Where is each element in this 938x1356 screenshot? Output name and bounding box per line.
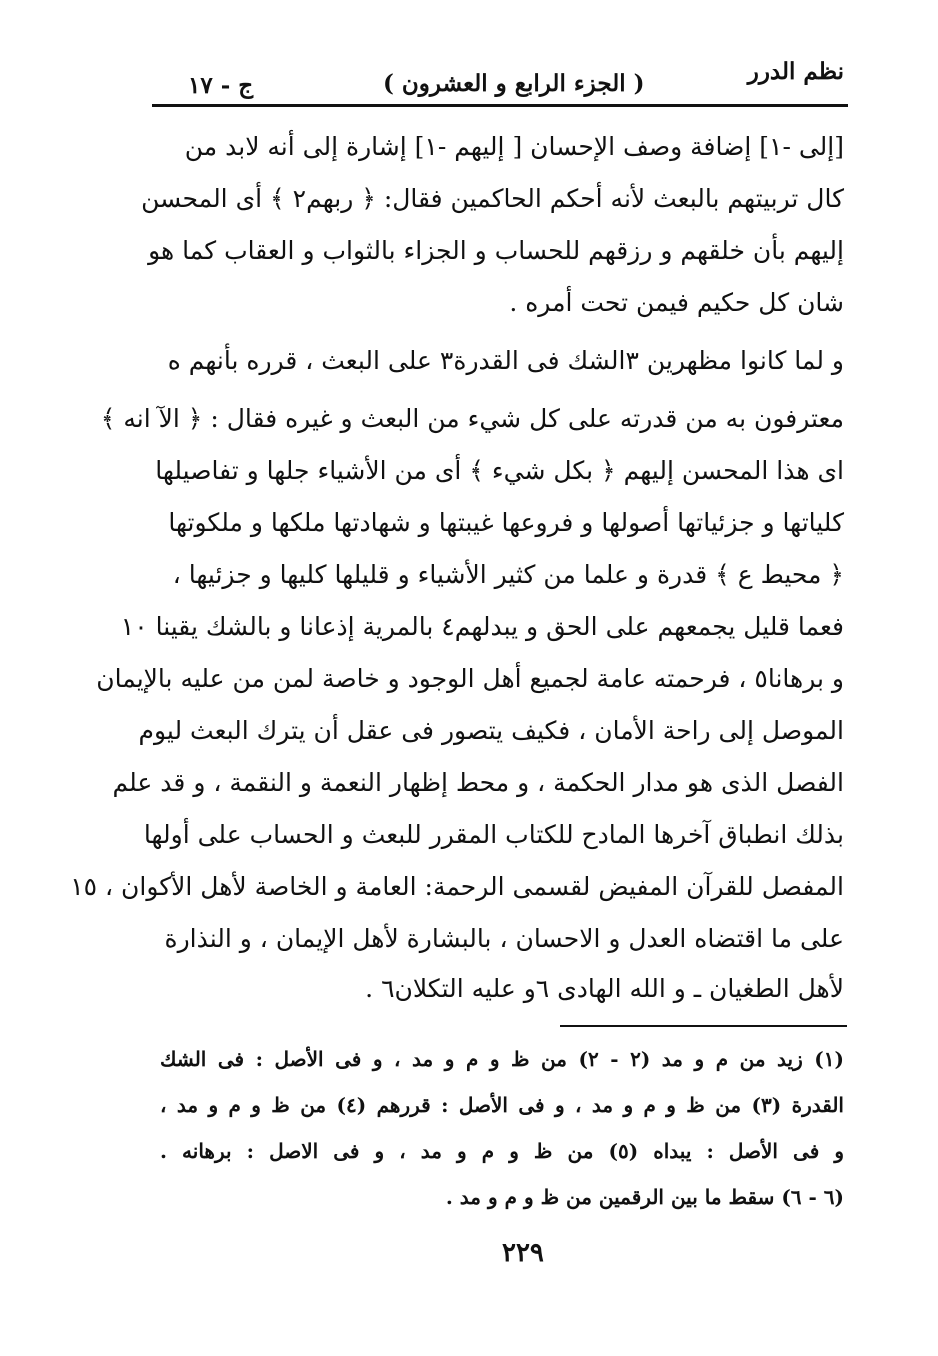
body-line-3: إليهم بأن خلقهم و رزقهم للحساب و الجزاء بالثواب و العقاب كما هو bbox=[148, 236, 844, 265]
body-line-2: كال تربيتهم بالبعث لأنه أحكم الحاكمين فقال: ﴿ ربهم٢ ﴾ أى المحسن bbox=[141, 184, 844, 213]
body-line-10: فعما قليل يجمعهم على الحق و يبدلهم٤ بالمرية إذعانا و بالشك يقينا ١٠ bbox=[120, 612, 844, 641]
body-line-7: اى هذا المحسن إليهم ﴿ بكل شيء ﴾ أى من الأشياء جلها و تفاصيلها bbox=[155, 456, 844, 485]
body-line-13: الفصل الذى هو مدار الحكمة ، و محط إظهار النعمة و النقمة ، و قد علم bbox=[112, 768, 844, 797]
footnote-line-3: و فى الأصل : يبداه (٥) من ظ و م و مد ، و فى الاصل : برهانه . bbox=[160, 1139, 845, 1163]
body-line-1: [إلى -١] إضافة وصف الإحسان [ إليهم -١] إشارة إلى أنه لابد من bbox=[184, 132, 844, 161]
body-line-9: ﴿ محيط ع ﴾ قدرة و علما من كثير الأشياء و قليلها كليها و جزئيها ، bbox=[172, 560, 844, 589]
body-line-14: بذلك انطباق آخرها المادح للكتاب المقرر للبعث و الحساب على أولها bbox=[143, 820, 844, 849]
body-line-11: و برهانا٥ ، فرحمته عامة لجميع أهل الوجود و خاصة لمن من عليه بالإيمان bbox=[96, 664, 844, 693]
footnote-rule bbox=[560, 1025, 847, 1027]
body-line-5: و لما كانوا مظهرين ٣الشك فى القدرة٣ على البعث ، قرره بأنهم ه bbox=[167, 346, 844, 375]
running-header-part: ( الجزء الرابع و العشرون ) bbox=[383, 70, 645, 97]
footnote-line-4: (٦ - ٦) سقط ما بين الرقمين من ظ و م و مد . bbox=[445, 1185, 844, 1209]
header-rule bbox=[152, 104, 848, 107]
body-line-8: كلياتها و جزئياتها أصولها و فروعها غيبتها و شهادتها ملكها و ملكوتها bbox=[168, 508, 844, 537]
body-line-15: المفصل للقرآن المفيض لقسمى الرحمة: العامة و الخاصة لأهل الأكوان ، ١٥ bbox=[70, 872, 844, 901]
page-number: ٢٢٩ bbox=[502, 1238, 544, 1268]
running-header-chapter: ج - ١٧ bbox=[188, 72, 254, 99]
body-line-12: الموصل إلى راحة الأمان ، فكيف يتصور فى عقل أن يترك البعث ليوم bbox=[138, 716, 844, 745]
body-line-4: شان كل حكيم فيمن تحت أمره . bbox=[509, 288, 844, 317]
body-line-6: معترفون به من قدرته على كل شيء من البعث و غيره فقال : ﴿ الآ انه ﴾ bbox=[100, 404, 844, 433]
running-header-book-title: نظم الدرر bbox=[747, 58, 844, 85]
body-line-16: على ما اقتضاه العدل و الاحسان ، بالبشارة لأهل الإيمان ، و النذارة bbox=[164, 924, 844, 953]
footnote-line-2: القدرة (٣) من ظ و م و مد ، و فى الأصل : قررهم (٤) من ظ و م و مد ، bbox=[160, 1093, 844, 1117]
footnote-line-1: (١) زيد من م و مد (٢ - ٢) من ظ و م و مد ، و فى الأصل : فى الشك bbox=[160, 1047, 844, 1071]
body-line-17: لأهل الطغيان ـ و الله الهادى ٦و عليه التكلان٦ . bbox=[365, 974, 844, 1003]
